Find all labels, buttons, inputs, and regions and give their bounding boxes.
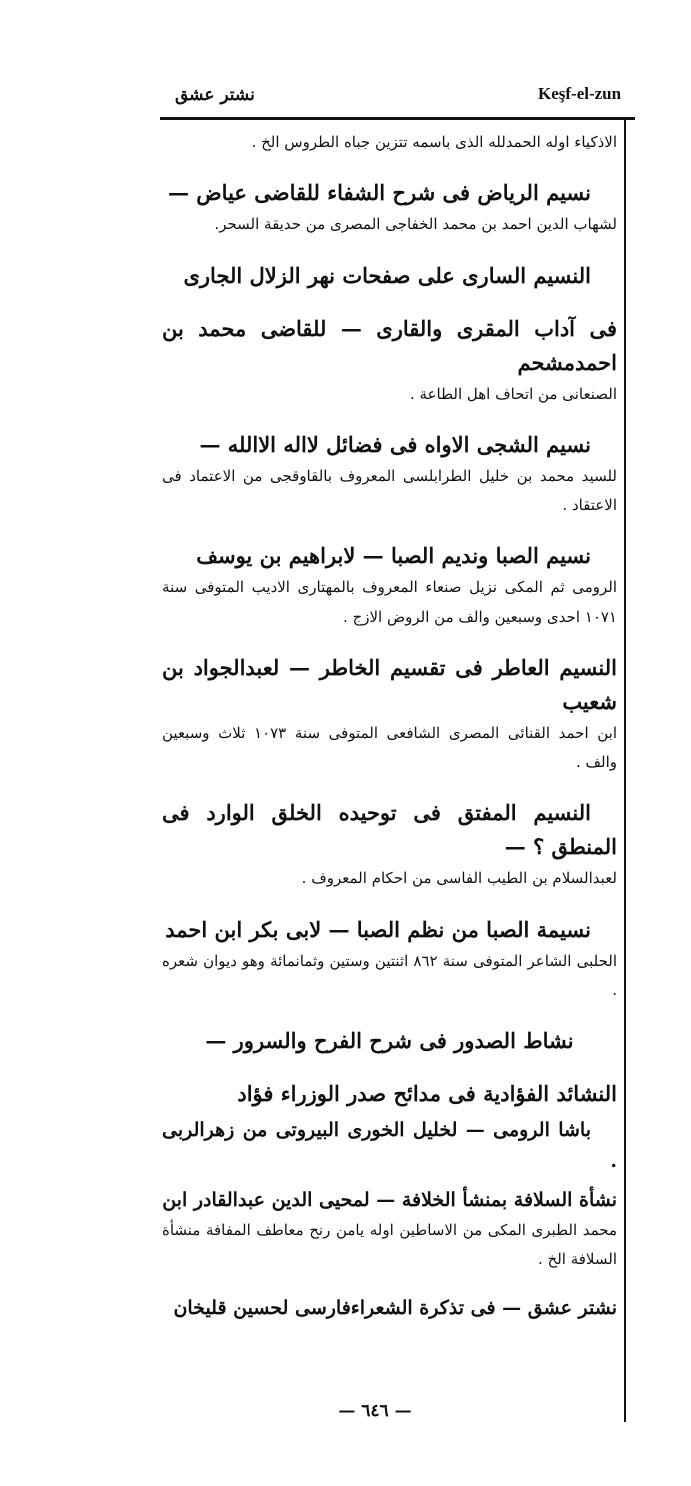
entry-nashat-al-sulafa xyxy=(162,1185,617,1274)
entry-desc: للسيد محمد بن خليل الطرابلسى المعروف بالقاوقجى من الاعتماد فى الاعتقاد . xyxy=(162,466,617,515)
entry-nasim-al-saba xyxy=(162,539,617,632)
entry-nasim-al-shaji xyxy=(162,428,617,521)
entry-title: نسيم الصبا ونديم الصبا — لابراهيم بن يوسف xyxy=(196,543,591,569)
entry-desc: الاذكياء اوله الحمدلله الذى باسمه تتزين جباه الطروس الخ . xyxy=(251,133,617,151)
entry-title: النسيم المفتق فى توحيده الخلق الوارد فى المنطق ؟ — xyxy=(162,800,617,860)
entry-title: نسيم الشجى الاواه فى فضائل لااله الاالله — xyxy=(199,431,591,457)
dictionary-entries xyxy=(162,128,617,1343)
running-title: نشتر عشق xyxy=(175,85,255,105)
entry-title: نسيمة الصبا من نظم الصبا — لابى بكر ابن احمد xyxy=(165,916,591,942)
entry-nashtar-ishq xyxy=(162,1293,617,1324)
entry-nasim-al-riyad xyxy=(162,176,617,239)
running-head-latin: Keşf-el-zun xyxy=(538,84,622,103)
entry-al-nasim-al-sari xyxy=(162,259,617,293)
header-rule xyxy=(160,117,635,120)
entry-desc: محمد الطبرى المكى من الاساطين اوله يامن رنح معاطف المفافة منشأة السلافة الخ . xyxy=(162,1220,617,1268)
column-rule xyxy=(624,120,626,1422)
entry-title: فى آداب المقرى والقارى — للقاضى محمد بن احمدمشحم xyxy=(162,315,617,375)
entry-title: نشأة السلافة بمنشأ الخلافة — لمحيى الدين عبدالقادر ابن xyxy=(162,1188,617,1211)
entry-al-nasim-al-mufattaq xyxy=(162,796,617,893)
entry-title: النسيم العاطر فى تقسيم الخاطر — لعبدالجواد بن شعيب xyxy=(162,654,617,714)
entry-nasimat-al-saba xyxy=(162,913,617,1006)
entry-nashat-al-sudur xyxy=(162,1024,617,1058)
entry-title: نسيم الرياض فى شرح الشفاء للقاضى عياض — xyxy=(167,180,591,206)
entry-title: نشاط الصدور فى شرح الفرح والسرور — xyxy=(205,1028,574,1054)
entry-desc: الصنعانى من اتحاف اهل الطاعة . xyxy=(409,384,617,403)
entry-continuation xyxy=(162,128,617,157)
entry-desc: لشهاب الدين احمد بن محمد الخفاجى المصرى من حديقة السحر. xyxy=(214,215,617,234)
entry-al-nasim-al-sari-cont xyxy=(162,312,617,409)
entry-al-nasim-al-atir xyxy=(162,651,617,778)
entry-al-nashaid-al-fuadiya xyxy=(162,1077,617,1111)
entry-title: نشتر عشق — فى تذكرة الشعراءفارسى لحسين قليخان xyxy=(173,1297,617,1319)
entry-desc: لعبدالسلام بن الطيب الفاسى من احكام المعروف . xyxy=(301,869,617,888)
entry-title: النسيم السارى على صفحات نهر الزلال الجارى xyxy=(183,262,591,288)
entry-title: باشا الرومى — لخليل الخورى البيروتى من زهرالربى . xyxy=(162,1119,617,1172)
page-number: — ٦٤٦ — xyxy=(338,1401,412,1421)
entry-desc: الرومى ثم المكى نزيل صنعاء المعروف بالمهتارى الاديب المتوفى سنة ١٠٧١ احدى وسبعين والف من الروض الازج . xyxy=(162,578,617,626)
entry-desc: الحلبى الشاعر المتوفى سنة ٨٦٢ اثنتين وستين وثمانمائة وهو ديوان شعره . xyxy=(162,951,617,999)
entry-desc: ابن احمد القنائى المصرى الشافعى المتوفى سنة ١٠٧٣ ثلاث وسبعين والف . xyxy=(162,723,617,772)
entry-title: النشائد الفؤادية فى مدائح صدر الوزراء فؤاد xyxy=(237,1081,617,1107)
entry-al-nashaid-al-fuadiya-cont xyxy=(162,1115,617,1177)
